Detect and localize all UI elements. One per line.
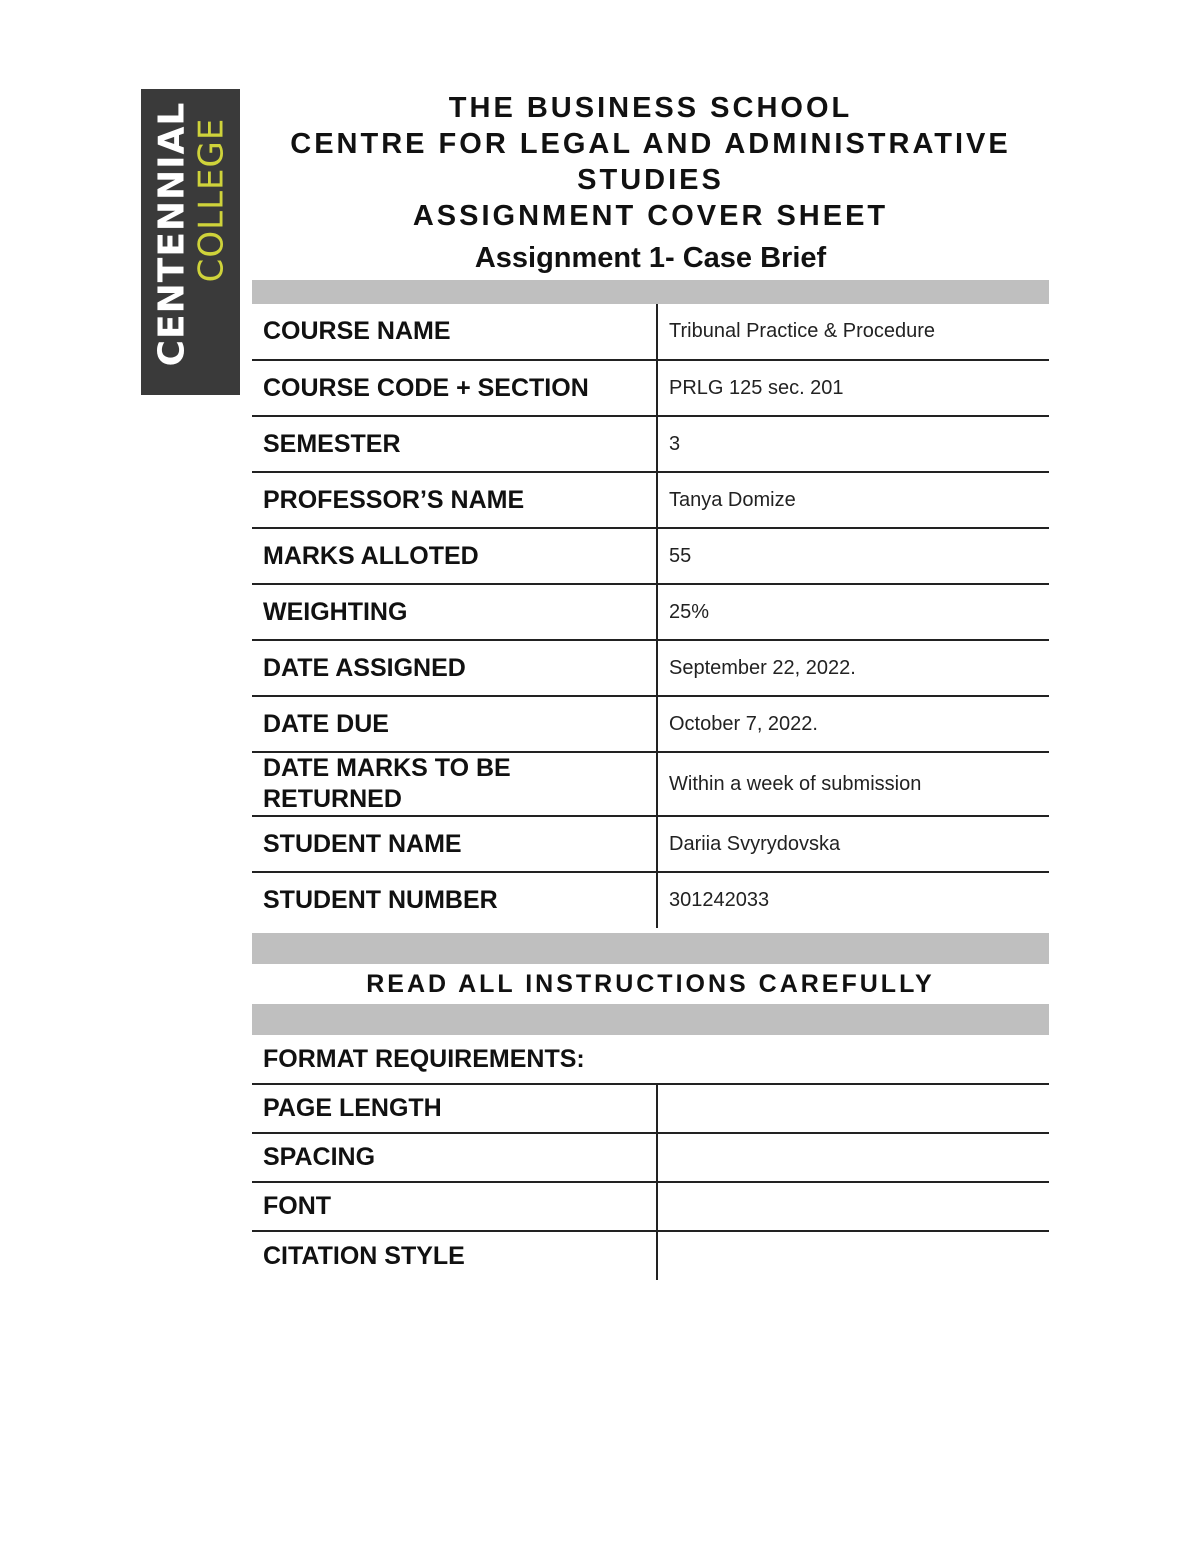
row-label: STUDENT NUMBER [252,872,657,928]
row-label: DATE DUE [252,696,657,752]
row-label: FONT [252,1182,657,1231]
row-label: CITATION STYLE [252,1231,657,1280]
table-row [252,1231,1049,1280]
row-value: Tanya Domize [657,472,1049,528]
table-row [252,584,1049,640]
row-value: 301242033 [669,889,770,911]
page-header [252,90,1049,278]
row-label: WEIGHTING [252,584,657,640]
logo-text [141,89,240,395]
row-label: STUDENT NAME [252,816,657,872]
table-row [252,640,1049,696]
table-row [252,528,1049,584]
table-row [252,1133,1049,1182]
row-value [657,1133,1049,1182]
row-label: SEMESTER [252,416,657,472]
row-label: SPACING [252,1133,657,1182]
table-row [252,872,1049,928]
table-row [252,1084,1049,1133]
school-name: THE BUSINESS SCHOOL [448,92,853,124]
row-value [657,1231,1049,1280]
assignment-info-table [252,304,1049,928]
table-row [252,696,1049,752]
row-value: 25% [657,584,1049,640]
row-value: 3 [657,416,1049,472]
table-row [252,1182,1049,1231]
format-heading: FORMAT REQUIREMENTS: [252,1035,1049,1084]
row-value: 55 [657,528,1049,584]
logo-line-college: COLLEGE [190,117,231,283]
row-label: MARKS ALLOTED [252,528,657,584]
row-value [657,1182,1049,1231]
format-requirements-table [252,1035,1049,1280]
centre-name-line2: STUDIES [577,164,724,196]
row-value [657,1084,1049,1133]
row-value: Within a week of submission [657,752,1049,816]
row-value: September 22, 2022. [657,640,1049,696]
table-row [252,360,1049,416]
centennial-college-logo [141,89,240,395]
row-label: PAGE LENGTH [252,1084,657,1133]
table-row [252,472,1049,528]
instructions-heading: READ ALL INSTRUCTIONS CAREFULLY [366,970,935,998]
logo-line-centennial: CENTENNIAL [150,101,192,367]
row-label: DATE ASSIGNED [252,640,657,696]
row-value: October 7, 2022. [657,696,1049,752]
divider-bar-top [252,280,1049,304]
row-value: PRLG 125 sec. 201 [657,360,1049,416]
table-row [252,1035,1049,1084]
assignment-title: Assignment 1- Case Brief [474,242,827,274]
row-label: COURSE NAME [252,304,657,360]
row-label: DATE MARKS TO BE RETURNED [252,752,657,816]
row-label: PROFESSOR’S NAME [252,472,657,528]
table-row [252,416,1049,472]
table-row [252,816,1049,872]
table-row [252,752,1049,816]
divider-bar-lower [252,1004,1049,1035]
divider-bar-middle [252,933,1049,964]
sheet-title: ASSIGNMENT COVER SHEET [412,200,889,232]
row-value: Dariia Svyrydovska [657,816,1049,872]
row-value: Tribunal Practice & Procedure [657,304,1049,360]
row-label: COURSE CODE + SECTION [252,360,657,416]
centre-name-line1: CENTRE FOR LEGAL AND ADMINISTRATIVE [290,128,1011,160]
table-row [252,304,1049,360]
